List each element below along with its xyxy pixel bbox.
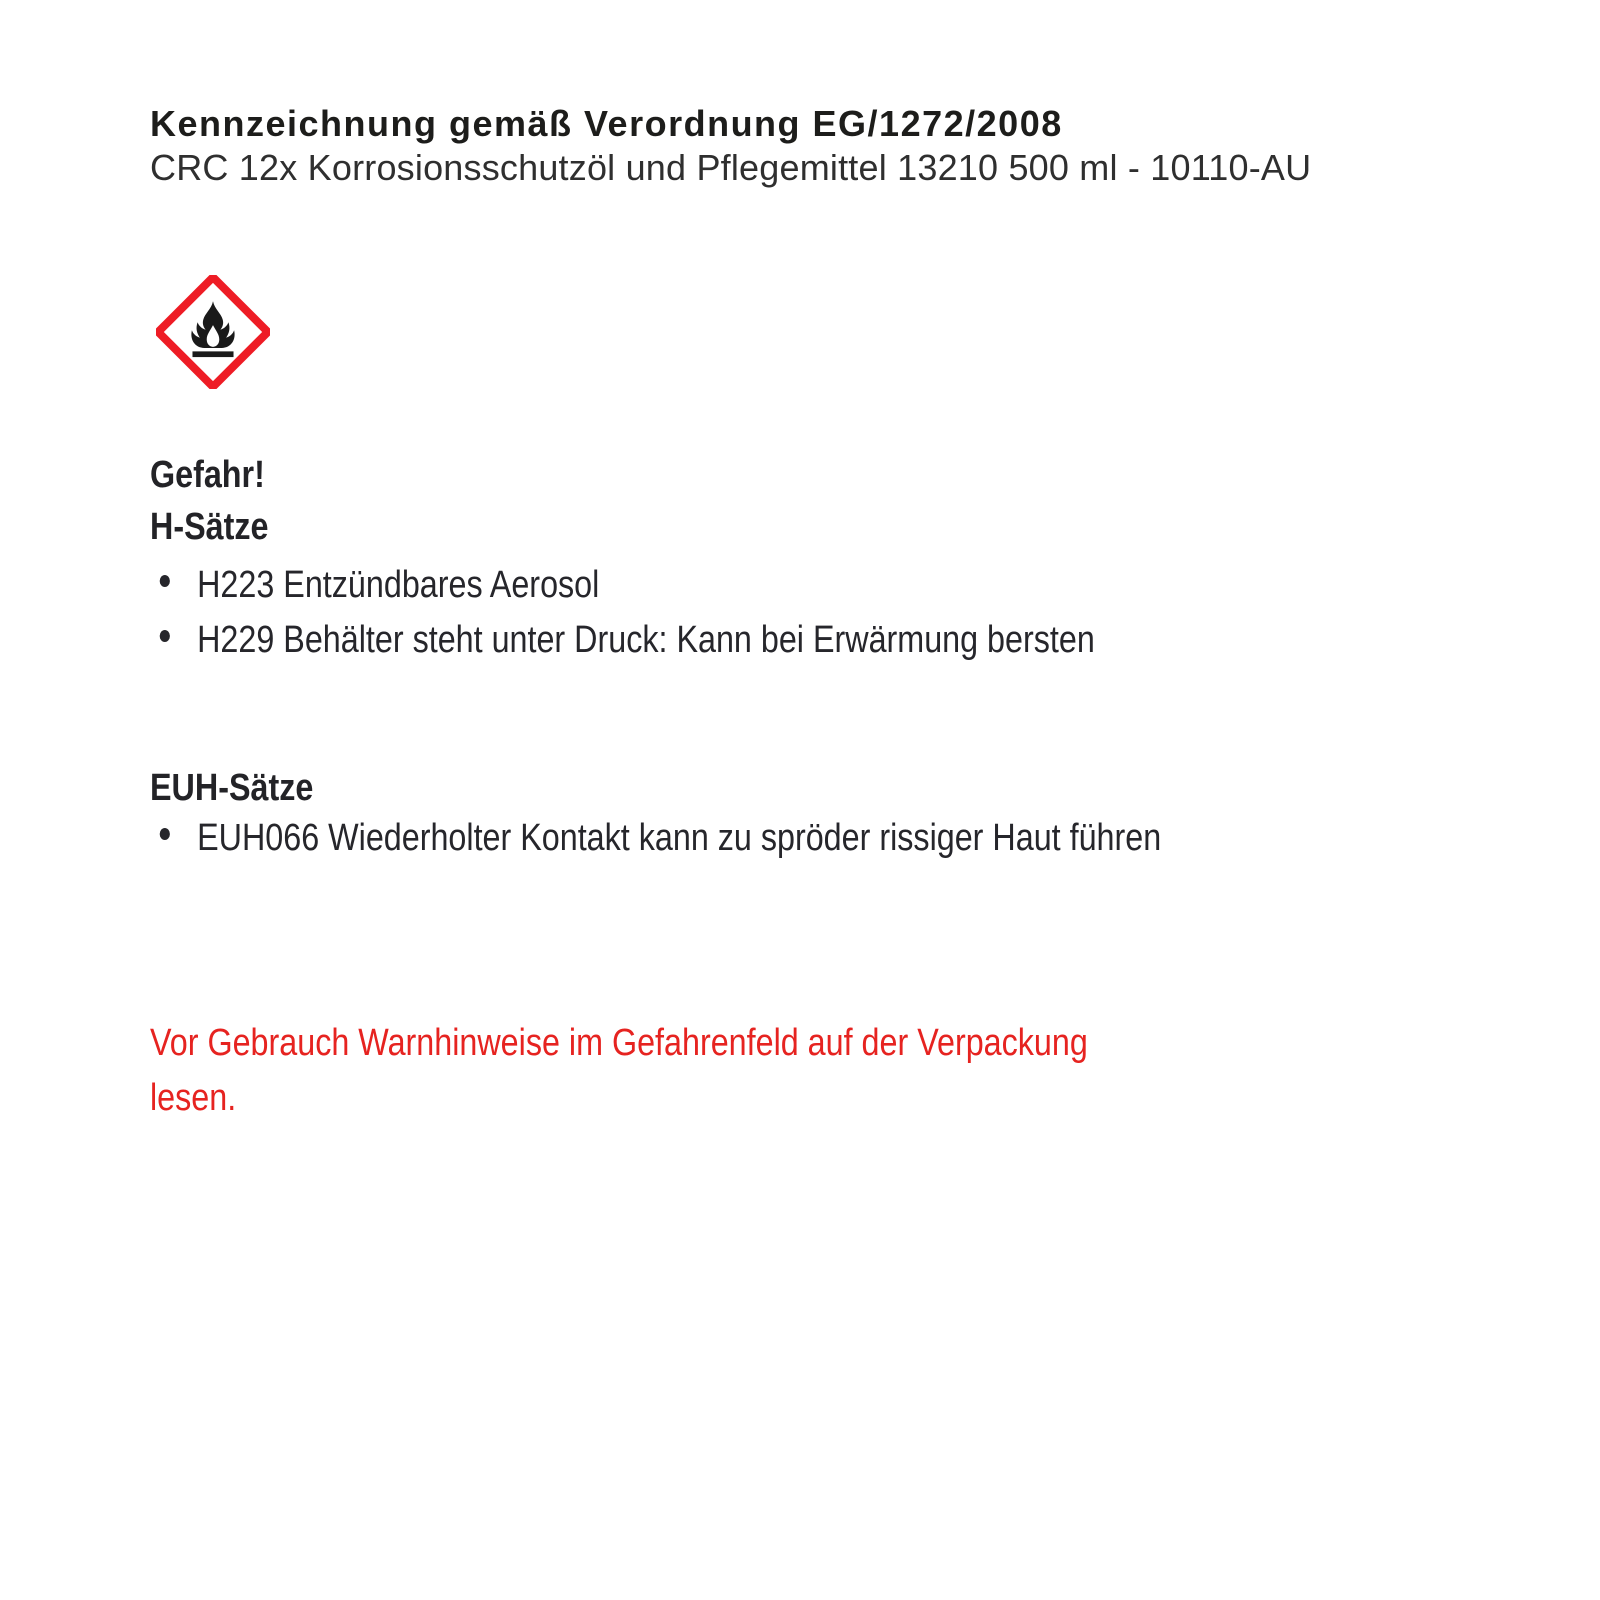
- bullet-icon: [160, 828, 170, 840]
- euh-statements-list: [158, 811, 1175, 866]
- list-item-text: H223 Entzündbares Aerosol: [197, 564, 600, 606]
- signal-word: Gefahr!: [150, 454, 265, 496]
- euh-section-heading: EUH-Sätze: [150, 767, 314, 809]
- h-statements-list: [158, 558, 1289, 668]
- bullet-icon: [160, 575, 170, 587]
- document-header: [150, 102, 1450, 190]
- flame-diamond-icon: [156, 275, 270, 389]
- h-section-heading: H-Sätze: [150, 506, 269, 548]
- flame-base-bar: [192, 351, 233, 357]
- warning-text: Vor Gebrauch Warnhinweise im Gefahrenfeld auf der Verpackung lesen.: [150, 1022, 1088, 1119]
- bullet-icon: [160, 630, 170, 642]
- list-item: [158, 613, 1289, 668]
- page-title: Kennzeichnung gemäß Verordnung EG/1272/2008: [150, 103, 1063, 144]
- list-item: [158, 558, 1289, 613]
- ghs-flame-pictogram: [156, 275, 270, 389]
- list-item-text: H229 Behälter steht unter Druck: Kann bei Erwärmung bersten: [197, 619, 1095, 661]
- list-item: [158, 811, 1175, 866]
- product-subtitle: CRC 12x Korrosionsschutzöl und Pflegemittel 13210 500 ml - 10110-AU: [150, 147, 1312, 188]
- list-item-text: EUH066 Wiederholter Kontakt kann zu spröder rissiger Haut führen: [197, 817, 1162, 859]
